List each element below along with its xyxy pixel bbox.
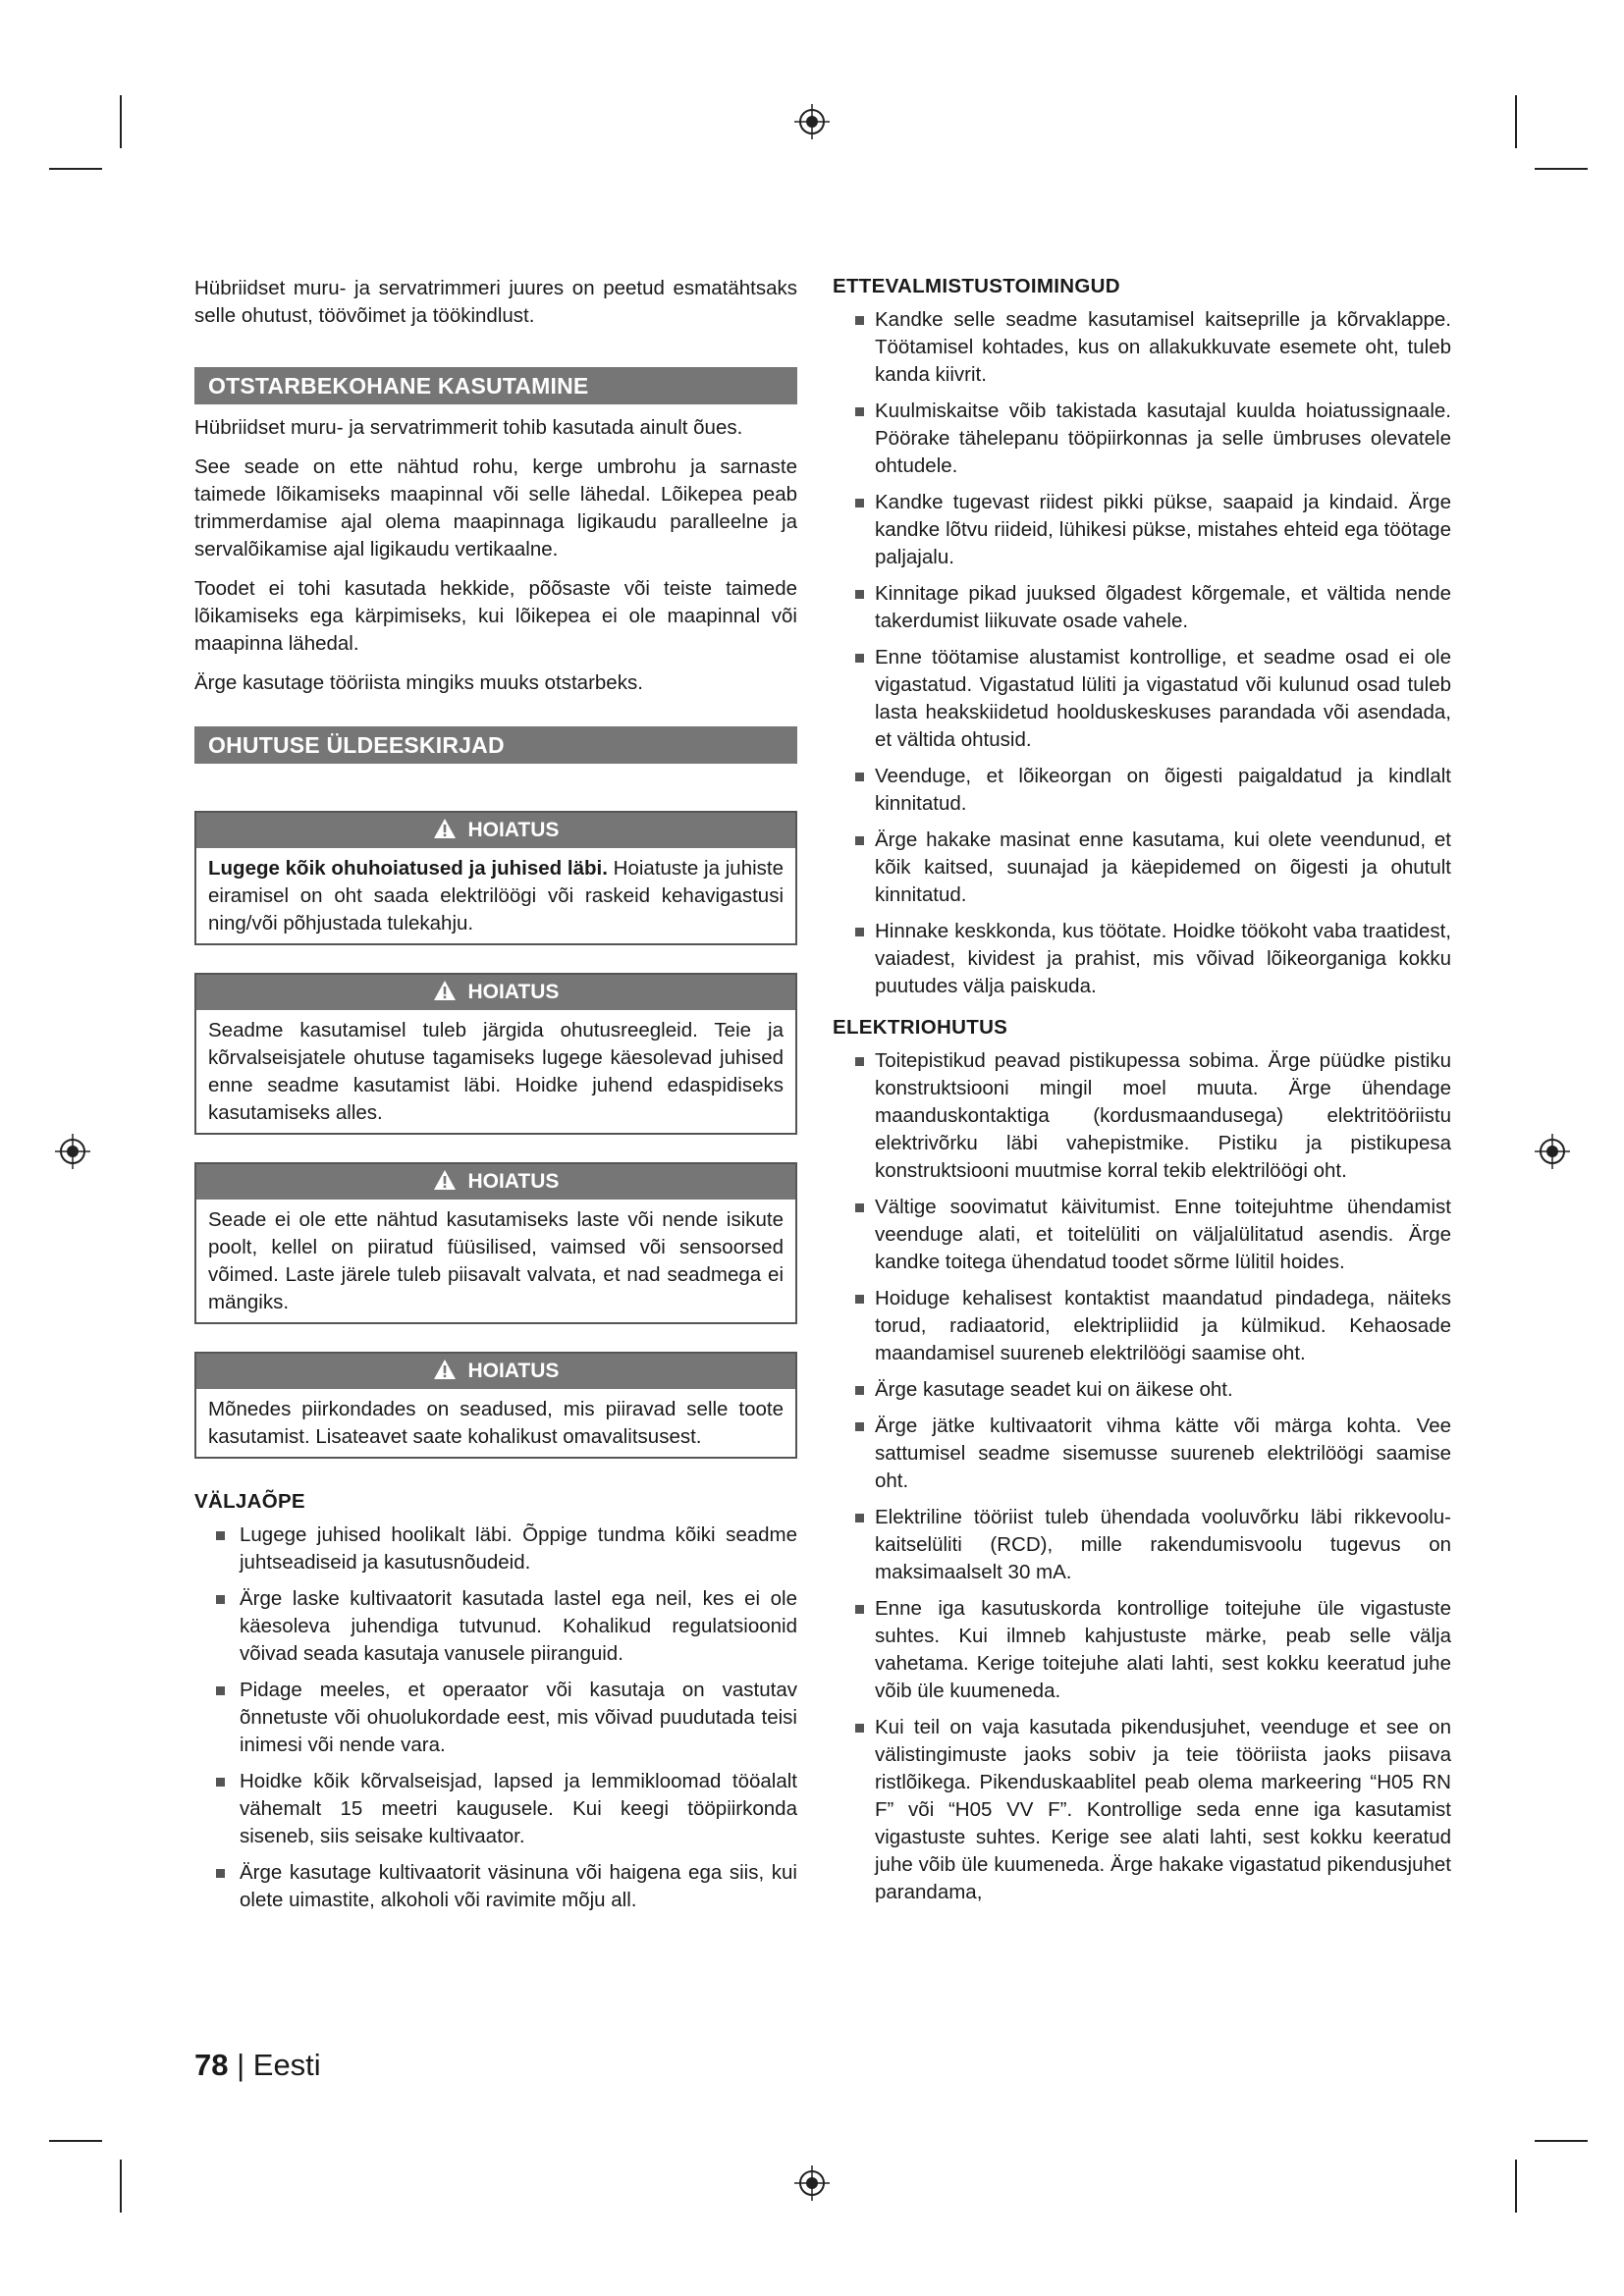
warning-triangle-icon [433,1169,457,1191]
warning-triangle-icon [433,1359,457,1380]
footer-language: Eesti [252,2048,321,2082]
warning-box [194,973,797,1135]
paragraph: Toodet ei tohi kasutada hekkide, põõsaste või teiste taimede lõikamiseks ega kärpimiseks, kui lõikepea ei ole maapinnal või maapinna lähedal. [194,577,797,655]
subheading-preparation: ETTEVALMISTUSTOIMINGUD [833,275,1120,297]
bullet-icon [855,1057,864,1066]
list-item: Pidage meeles, et operaator või kasutaja on vastutav õnnetuste või ohuolukordade eest, mis võivad puudutada teisi inimesi või nende vara. [214,1677,797,1759]
crop-mark [120,95,122,148]
section-heading-general-safety: OHUTUSE ÜLDEESKIRJAD [194,726,797,764]
list-item: Kandke selle seadme kasutamisel kaitseprille ja kõrvaklappe. Töötamisel kohtades, kus on allakukkuvate esemete oht, tuleb kanda kiivrit. [833,306,1451,389]
crop-mark [1535,168,1588,170]
paragraph: Hübriidset muru- ja servatrimmerit tohib kasutada ainult õues. [194,416,743,439]
list-item: Ärge jätke kultivaatorit vihma kätte või märga kohta. Vee sattumisel seadme sisemusse suureneb elektrilöögi saamise oht. [833,1413,1451,1495]
list-item: Vältige soovimatut käivitumist. Enne toitejuhtme ühendamist veenduge alati, et toitelüliti on väljalülitatud asendis. Ärge kandke toitega ühendatud toodet sõrme lülitil hoides. [833,1194,1451,1276]
paragraph: See seade on ette nähtud rohu, kerge umbrohu ja sarnaste taimede lõikamiseks maapinnal või selle lähedal. Lõikepea peab trimmerdamise ajal olema maapinnaga ligikaudu paralleelne ja servalõikamise ajal ligikaudu vertikaalne. [194,455,797,561]
warning-header [196,1164,795,1200]
registration-mark-icon [794,2165,830,2201]
registration-mark-icon [794,104,830,139]
list-item: Lugege juhised hoolikalt läbi. Õppige tundma kõiki seadme juhtseadiseid ja kasutusnõudeid. [214,1522,797,1576]
crop-mark [1535,2140,1588,2142]
page-footer [194,2048,321,2083]
bullet-icon [855,1386,864,1395]
warning-text: Seade ei ole ette nähtud kasutamiseks laste või nende isikute poolt, kellel on piiratud füüsilised, vaimsed või sensoorsed võimed. Laste järele tuleb piisavalt valvata, et nad seadmega ei mängiks. [208,1208,784,1313]
bullet-icon [855,1724,864,1733]
warning-box [194,1162,797,1324]
warning-triangle-icon [433,818,457,839]
crop-mark [120,2160,122,2213]
bullet-icon [216,1686,225,1695]
list-item: Ärge laske kultivaatorit kasutada lastel ega neil, kes ei ole käesoleva juhendiga tutvunud. Kohalikud regulatsioonid võivad seada kasutaja vanusele piiranguid. [214,1585,797,1668]
left-column [194,275,797,1923]
list-item: Kandke tugevast riidest pikki pükse, saapaid ja kindaid. Ärge kandke lõtvu riideid, lühikesi pükse, mistahes ehteid ega töötage paljajalu. [833,489,1451,571]
bullet-icon [855,1514,864,1522]
bullet-icon [855,836,864,845]
warning-header [196,813,795,848]
page-number: 78 [194,2048,229,2082]
warning-text [208,855,784,937]
warning-text: Mõnedes piirkondades on seadused, mis piiravad selle toote kasutamist. Lisateavet saate kohalikust omavalitsusest. [208,1398,784,1448]
warning-body: Hoiatuste ja juhiste eiramisel on oht saada elektrilöögi või raskeid kehavigastusi ning/või põhjustada tulekahju. [208,857,784,934]
warning-header [196,975,795,1010]
warning-label: HOIATUS [467,981,560,1003]
crop-mark [1515,95,1517,148]
crop-mark [1515,2160,1517,2213]
bullet-icon [855,654,864,663]
list-item: Toitepistikud peavad pistikupessa sobima. Ärge püüdke pistiku konstruktsiooni mingil moel muuta. Ärge ühendage maanduskontaktiga (kordusmaandusega) elektritööriistu elektrivõrku läbi vahepistmike. Pistiku ja pistikupesa konstruktsiooni muutmise korral tekib elektrilöögi oht. [833,1047,1451,1185]
training-list [194,1522,797,1914]
bullet-icon [855,1422,864,1431]
list-item: Veenduge, et lõikeorgan on õigesti paigaldatud ja kindlalt kinnitatud. [833,763,1451,818]
warning-label: HOIATUS [467,1170,560,1193]
list-item: Kui teil on vaja kasutada pikendusjuhet, veenduge et see on välistingimuste jaoks sobiv ja teie tööriista jaoks piisava ristlõikega. Pikenduskaablitel peab olema markeering “H05 RN F” või “H05 VV F”. Kontrollige seda enne iga kasutamist vigastuste suhtes. Kerige see alati lahti, sest kokku keeratud juhe võib üle kuumeneda. Ärge hakake vigastatud pikendusjuhet parandama, [833,1714,1451,1906]
list-item: Hinnake keskkonda, kus töötate. Hoidke töökoht vaba traatidest, vaiadest, kividest ja prahist, mis võivad lõikeorganiga kokku puutudes välja paiskuda. [833,918,1451,1000]
list-item: Ärge kasutage seadet kui on äikese oht. [833,1376,1451,1404]
intro-paragraph: Hübriidset muru- ja servatrimmeri juures on peetud esmatähtsaks selle ohutust, töövõimet ja töökindlust. [194,277,797,327]
warning-box [194,811,797,945]
list-item: Enne töötamise alustamist kontrollige, et seadme osad ei ole vigastatud. Vigastatud lüliti ja vigastatud või kulunud osad tuleb lasta heakskiidetud hoolduskeskuses parandada või asendada, et vältida ohtusid. [833,644,1451,754]
warning-triangle-icon [433,980,457,1001]
list-item: Ärge kasutage kultivaatorit väsinuna või haigena ega siis, kui olete uimastite, alkoholi või ravimite mõju all. [214,1859,797,1914]
warning-label: HOIATUS [467,1360,560,1382]
list-item: Elektriline tööriist tuleb ühendada vooluvõrku läbi rikkevoolu-kaitselüliti (RCD), mille rakendumisvoolu tugevus on maksimaalselt 30 mA. [833,1504,1451,1586]
section-heading-intended-use: OTSTARBEKOHANE KASUTAMINE [194,367,797,404]
bullet-icon [855,499,864,507]
bullet-icon [216,1869,225,1878]
electrical-safety-list [833,1047,1451,1906]
bullet-icon [216,1531,225,1540]
subheading-training: VÄLJAÕPE [194,1490,305,1513]
crop-mark [49,2140,102,2142]
bullet-icon [855,590,864,599]
paragraph: Ärge kasutage tööriista mingiks muuks otstarbeks. [194,671,643,694]
bullet-icon [855,407,864,416]
warning-lead: Lugege kõik ohuhoiatused ja juhised läbi. [208,857,608,880]
preparation-list [833,306,1451,1000]
warning-box [194,1352,797,1459]
warning-label: HOIATUS [467,819,560,841]
warning-text: Seadme kasutamisel tuleb järgida ohutusreegleid. Teie ja kõrvalseisjatele ohutuse tagamiseks lugege käesolevad juhised enne seadme kasutamist läbi. Hoidke juhend edaspidiseks kasutamiseks alles. [208,1019,784,1124]
list-item: Kinnitage pikad juuksed õlgadest kõrgemale, et vältida nende takerdumist liikuvate osade vahele. [833,580,1451,635]
bullet-icon [216,1595,225,1604]
bullet-icon [855,1295,864,1304]
bullet-icon [216,1778,225,1787]
list-item: Kuulmiskaitse võib takistada kasutajal kuulda hoiatussignaale. Pöörake tähelepanu tööpiirkonnas ja selle ümbruses olevatele ohtudele. [833,398,1451,480]
list-item: Ärge hakake masinat enne kasutama, kui olete veendunud, et kõik kaitsed, suunajad ja käepidemed on õigesti ja ohutult kinnitatud. [833,827,1451,909]
registration-mark-icon [1535,1134,1570,1169]
list-item: Hoiduge kehalisest kontaktist maandatud pindadega, näiteks torud, radiaatorid, elektripliidid ja külmikud. Kehaosade maandamisel suureneb elektrilöögi saamise oht. [833,1285,1451,1367]
list-item: Hoidke kõik kõrvalseisjad, lapsed ja lemmikloomad tööalalt vähemalt 15 meetri kaugusele. Kui keegi tööpiirkonda siseneb, siis seisake kultivaator. [214,1768,797,1850]
crop-mark [49,168,102,170]
bullet-icon [855,316,864,325]
bullet-icon [855,1605,864,1614]
bullet-icon [855,928,864,936]
warning-header [196,1354,795,1389]
bullet-icon [855,1203,864,1212]
bullet-icon [855,773,864,781]
footer-separator: | [228,2048,253,2082]
list-item: Enne iga kasutuskorda kontrollige toitejuhe üle vigastuste suhtes. Kui ilmneb kahjustuste märke, peab selle välja vahetama. Kerige toitejuhe alati lahti, sest kokku keeratud juhe võib üle kuumeneda. [833,1595,1451,1705]
registration-mark-icon [55,1134,90,1169]
right-column [833,275,1451,1915]
subheading-electrical-safety: ELEKTRIOHUTUS [833,1016,1008,1039]
